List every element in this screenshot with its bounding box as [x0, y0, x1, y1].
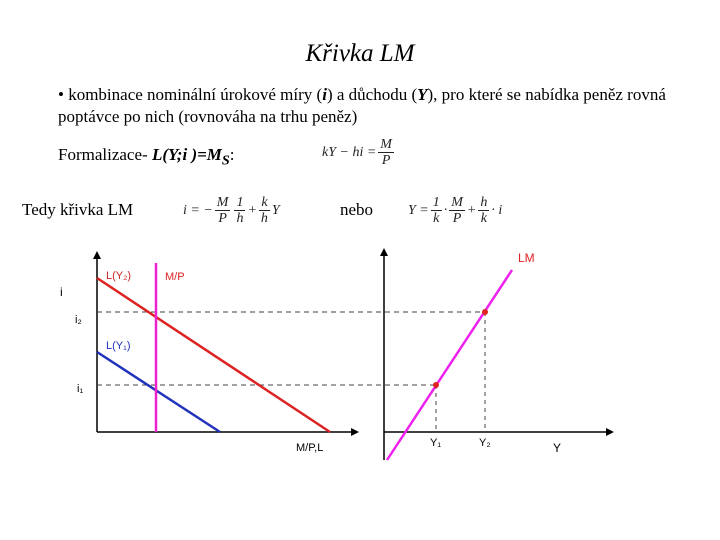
tick-label-y2: Y₂ — [479, 437, 491, 449]
eq2-f1-den: P — [218, 211, 227, 226]
eq3-plus: + — [466, 202, 477, 218]
money-demand-curve-y2 — [97, 278, 330, 432]
tedy-label: Tedy křivka LM — [22, 200, 134, 219]
equilibrium-point-y1 — [433, 382, 439, 388]
eq1-den: P — [381, 153, 391, 168]
eq1-num: M — [380, 137, 392, 152]
nebo-label: nebo — [340, 200, 374, 219]
y-axis-label-i: i — [60, 285, 63, 299]
bullet-i: i — [322, 85, 327, 104]
curve-label-l-y1: L(Y₁) — [106, 340, 131, 352]
bullet-prefix: • kombinace nominální úrokové míry ( — [58, 85, 323, 104]
bullet-suffix: ), pro které se nabídka peněz rovná poptávce po nich (rovnováha na trhu peněz) — [58, 85, 666, 126]
eq3-f2-num: M — [451, 195, 463, 210]
x-axis-label-mpl: M/P,L — [296, 442, 324, 454]
eq2-lhs: i = — [183, 202, 200, 218]
eq3-f1-den: k — [433, 211, 440, 226]
formalizace-label: Formalizace- — [58, 145, 152, 164]
tick-label-i2: i₂ — [75, 314, 82, 326]
eq3-f3-den: k — [480, 211, 487, 226]
tick-label-y1: Y₁ — [430, 437, 442, 449]
formalizace-colon: : — [229, 145, 235, 164]
eq3-f1-num: 1 — [432, 195, 440, 210]
eq2-plus: + — [247, 202, 257, 218]
bullet-Y: Y — [417, 85, 428, 104]
curve-label-l-y2: L(Y₂) — [106, 270, 132, 282]
eq3-var: · i — [491, 202, 503, 218]
eq3-f3-num: h — [480, 195, 488, 210]
eq2-f2-num: 1 — [236, 195, 244, 210]
x-axis-label-y: Y — [553, 441, 562, 455]
eq2-var: Y — [271, 202, 280, 218]
eq3-dot: · — [443, 202, 448, 218]
eq2-f3-den: h — [260, 211, 268, 226]
tick-label-i1: i₁ — [77, 383, 84, 395]
eq2-f2-den: h — [236, 211, 244, 226]
formalizace-expr: L(Y;i )=M — [151, 145, 222, 164]
eq2-f1-num: M — [216, 195, 229, 210]
money-demand-curve-y1 — [97, 352, 220, 432]
curve-label-lm: LM — [518, 251, 535, 265]
eq3-f2-den: P — [452, 211, 462, 226]
eq2-minus: − — [203, 202, 213, 218]
slide-title: Křivka LM — [305, 40, 415, 67]
supply-label-mp: M/P — [165, 271, 185, 283]
eq2-f3-num: k — [261, 195, 268, 210]
lm-curve-graph — [384, 251, 610, 460]
money-market-graph — [60, 255, 485, 454]
formalizace-sub: S — [221, 152, 230, 169]
bullet-middle: ) a důchodu ( — [326, 85, 418, 104]
eq1-lhs: kY − hi = — [322, 144, 377, 160]
eq3-lhs: Y = — [408, 202, 429, 218]
equilibrium-point-y2 — [482, 309, 488, 315]
